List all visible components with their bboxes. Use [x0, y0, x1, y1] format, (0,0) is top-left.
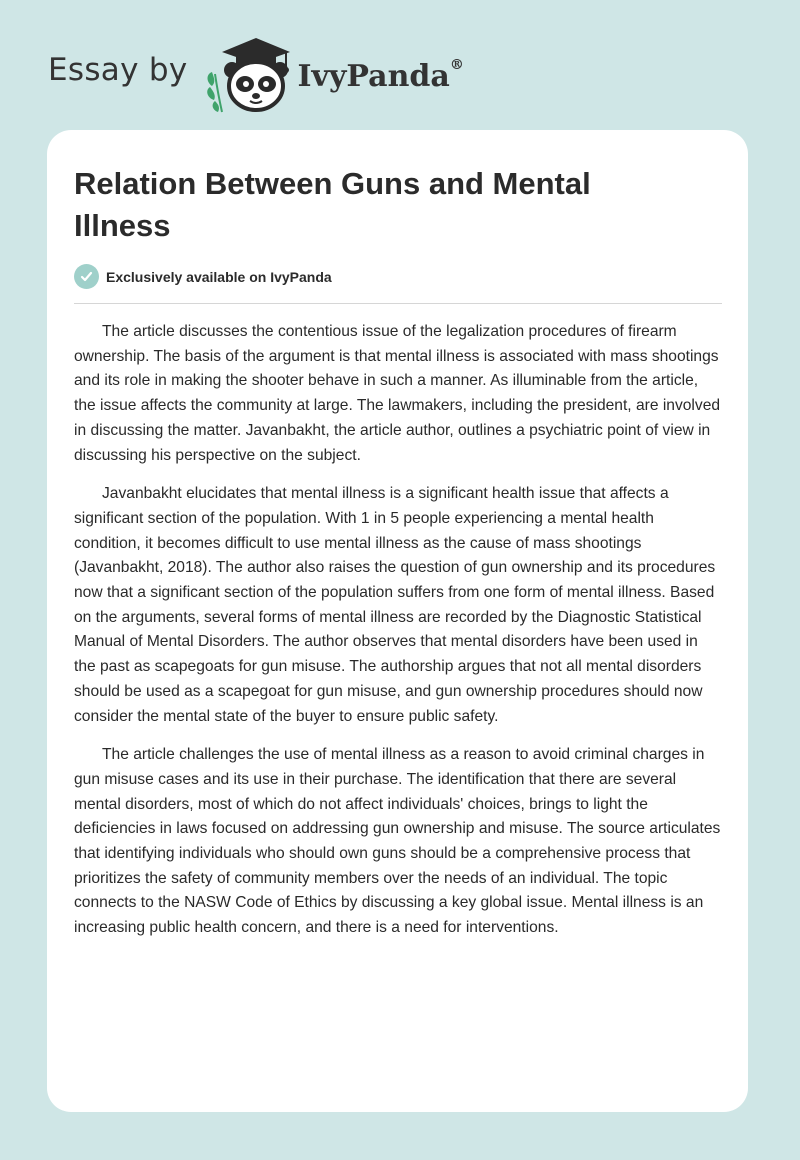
registered-mark: ® [449, 56, 464, 73]
paragraph-1: The article discusses the contentious issue of the legalization procedures of firearm ownership. The basis of the argument is that mental illness is associated with mass shootings and its role in making the shooter behave in such a manner. As illuminable from the article, the issue affects the community at large. The lawmakers, including the president, are involved in discussing the matter. Javanbakht, the article author, outlines a psychiatric point of view in discussing his perspective on the subject. [74, 323, 721, 464]
paragraph-3: The article challenges the use of mental illness as a reason to avoid criminal charges in gun misuse cases and its use in their purchase. The identification that there are several mental disorders, most of which do not affect individuals' choices, brings to light the deficiencies in laws focused on addressing gun ownership and misuse. The source articulates that identifying individuals who should own guns should be a comprehensive process that prioritizes the safety of community members over the needs of an individual. The topic connects to the NASW Code of Ethics by discussing a key global issue. Mental illness is an increasing public health concern, and there is a need for interventions. [74, 746, 721, 937]
page-title: Relation Between Guns and Mental Illness [74, 166, 591, 243]
brand-name[interactable]: IvyPanda® [297, 56, 464, 94]
divider [74, 303, 722, 304]
check-icon [74, 264, 99, 289]
exclusive-badge [74, 264, 332, 289]
paragraph-2: Javanbakht elucidates that mental illness is a significant health issue that affects a significant section of the population. With 1 in 5 people experiencing a mental health condition, it becomes difficult to use mental illness as the cause of mass shootings (Javanbakht, 2018). The author also raises the question of gun ownership and its procedures now that a significant section of the population suffers from one form of mental illness. Based on the arguments, several forms of mental illness are recorded by the Diagnostic Statistical Manual of Mental Disorders. The author observes that mental disorders have been used in the past as scapegoats for gun misuse. The authorship argues that not all mental disorders should be used as a scapegoat for gun misuse, and gun ownership procedures should now consider the mental state of the buyer to ensure public safety. [74, 485, 716, 725]
essay-by-label: Essay by [48, 52, 188, 88]
panda-graduate-icon[interactable] [202, 34, 294, 114]
site-header [48, 34, 464, 114]
essay-card [47, 130, 748, 1112]
badge-text: Exclusively available on IvyPanda [106, 268, 332, 285]
article-body [74, 320, 722, 955]
